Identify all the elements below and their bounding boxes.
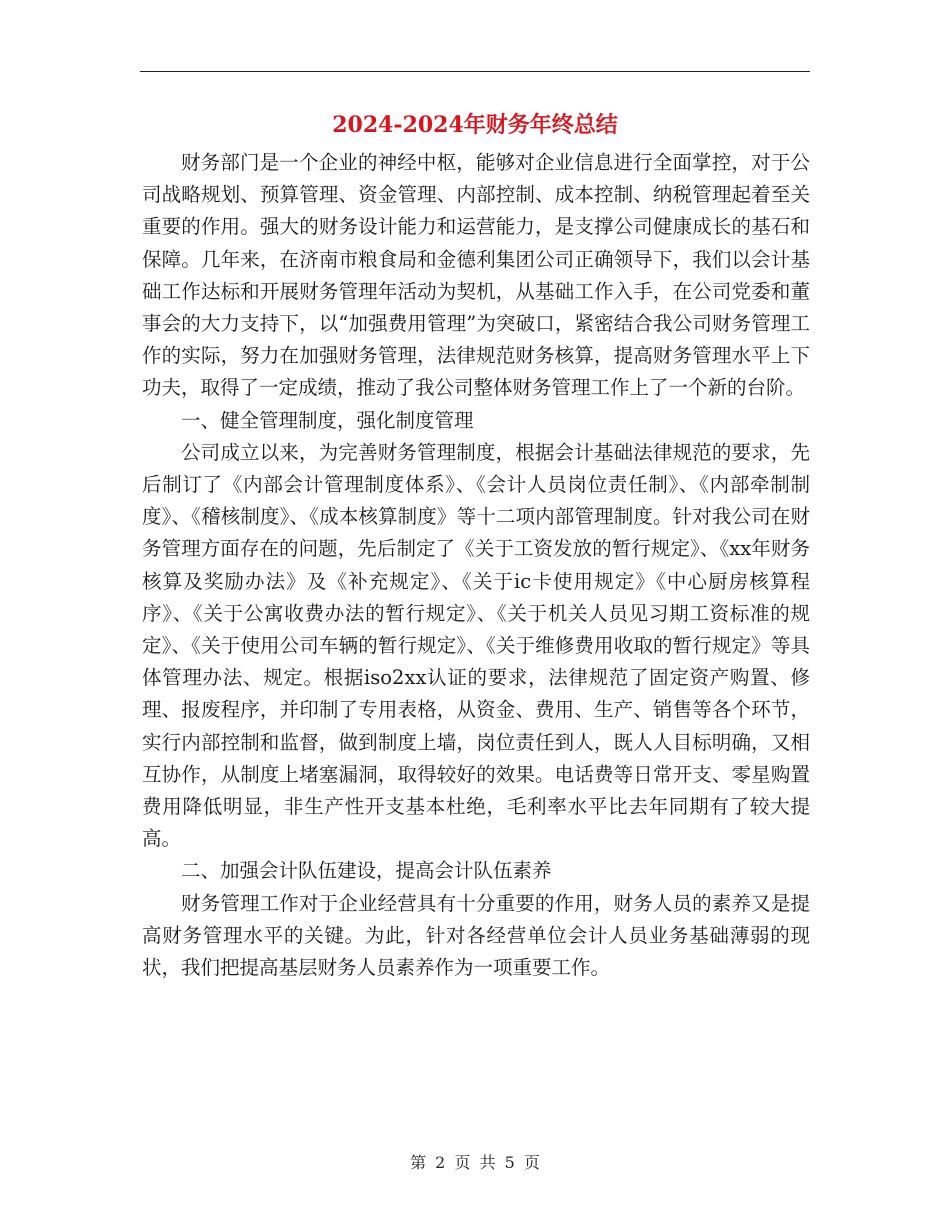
section-heading-2: 二、加强会计队伍建设，提高会计队伍素养 [181, 859, 552, 883]
document-body [142, 147, 810, 984]
paragraph-intro: 财务部门是一个企业的神经中枢，能够对企业信息进行全面掌控，对于公司战略规划、预算管理、资金管理、内部控制、成本控制、纳税管理起着至关重要的作用。强大的财务设计能力和运营能力，是支撑公司健康成长的基石和保障。几年来，在济南市粮食局和金德利集团公司正确领导下，我们以会计基础工作达标和开展财务管理年活动为契机，从基础工作入手，在公司党委和董事会的大力支持下，以“加强费用管理”为突破口，紧密结合我公司财务管理工作的实际，努力在加强财务管理，法律规范财务核算，提高财务管理水平上下功夫，取得了一定成绩，推动了我公司整体财务管理工作上了一个新的台阶。 [142, 151, 810, 400]
paragraph-section-1: 公司成立以来，为完善财务管理制度，根据会计基础法律规范的要求，先后制订了《内部会计管理制度体系》、《会计人员岗位责任制》、《内部牵制制度》、《稽核制度》、《成本核算制度》等十二项内部管理制度。针对我公司在财务管理方面存在的问题，先后制定了《关于工资发放的暂行规定》、《xx年财务核算及奖励办法》及《补充规定》、《关于ic卡使用规定》《中心厨房核算程序》、《关于公寓收费办法的暂行规定》、《关于机关人员见习期工资标准的规定》、《关于使用公司车辆的暂行规定》、《关于维修费用收取的暂行规定》等具体管理办法、规定。根据iso2xx认证的要求，法律规范了固定资产购置、修理、报废程序，并印制了专用表格，从资金、费用、生产、销售等各个环节，实行内部控制和监督，做到制度上墙，岗位责任到人，既人人目标明确，又相互协作，从制度上堵塞漏洞，取得较好的效果。电话费等日常开支、零星购置费用降低明显，非生产性开支基本杜绝，毛利率水平比去年同期有了较大提高。 [142, 440, 810, 851]
page-number-footer: 第 2 页 共 5 页 [410, 1153, 540, 1172]
header-rule [140, 71, 810, 72]
document-title: 2024-2024年财务年终总结 [332, 112, 618, 138]
paragraph-section-2: 财务管理工作对于企业经营具有十分重要的作用，财务人员的素养又是提高财务管理水平的关键。为此，针对各经营单位会计人员业务基础薄弱的现状，我们把提高基层财务人员素养作为一项重要工作。 [142, 891, 810, 980]
section-heading-1: 一、健全管理制度，强化制度管理 [181, 408, 474, 432]
